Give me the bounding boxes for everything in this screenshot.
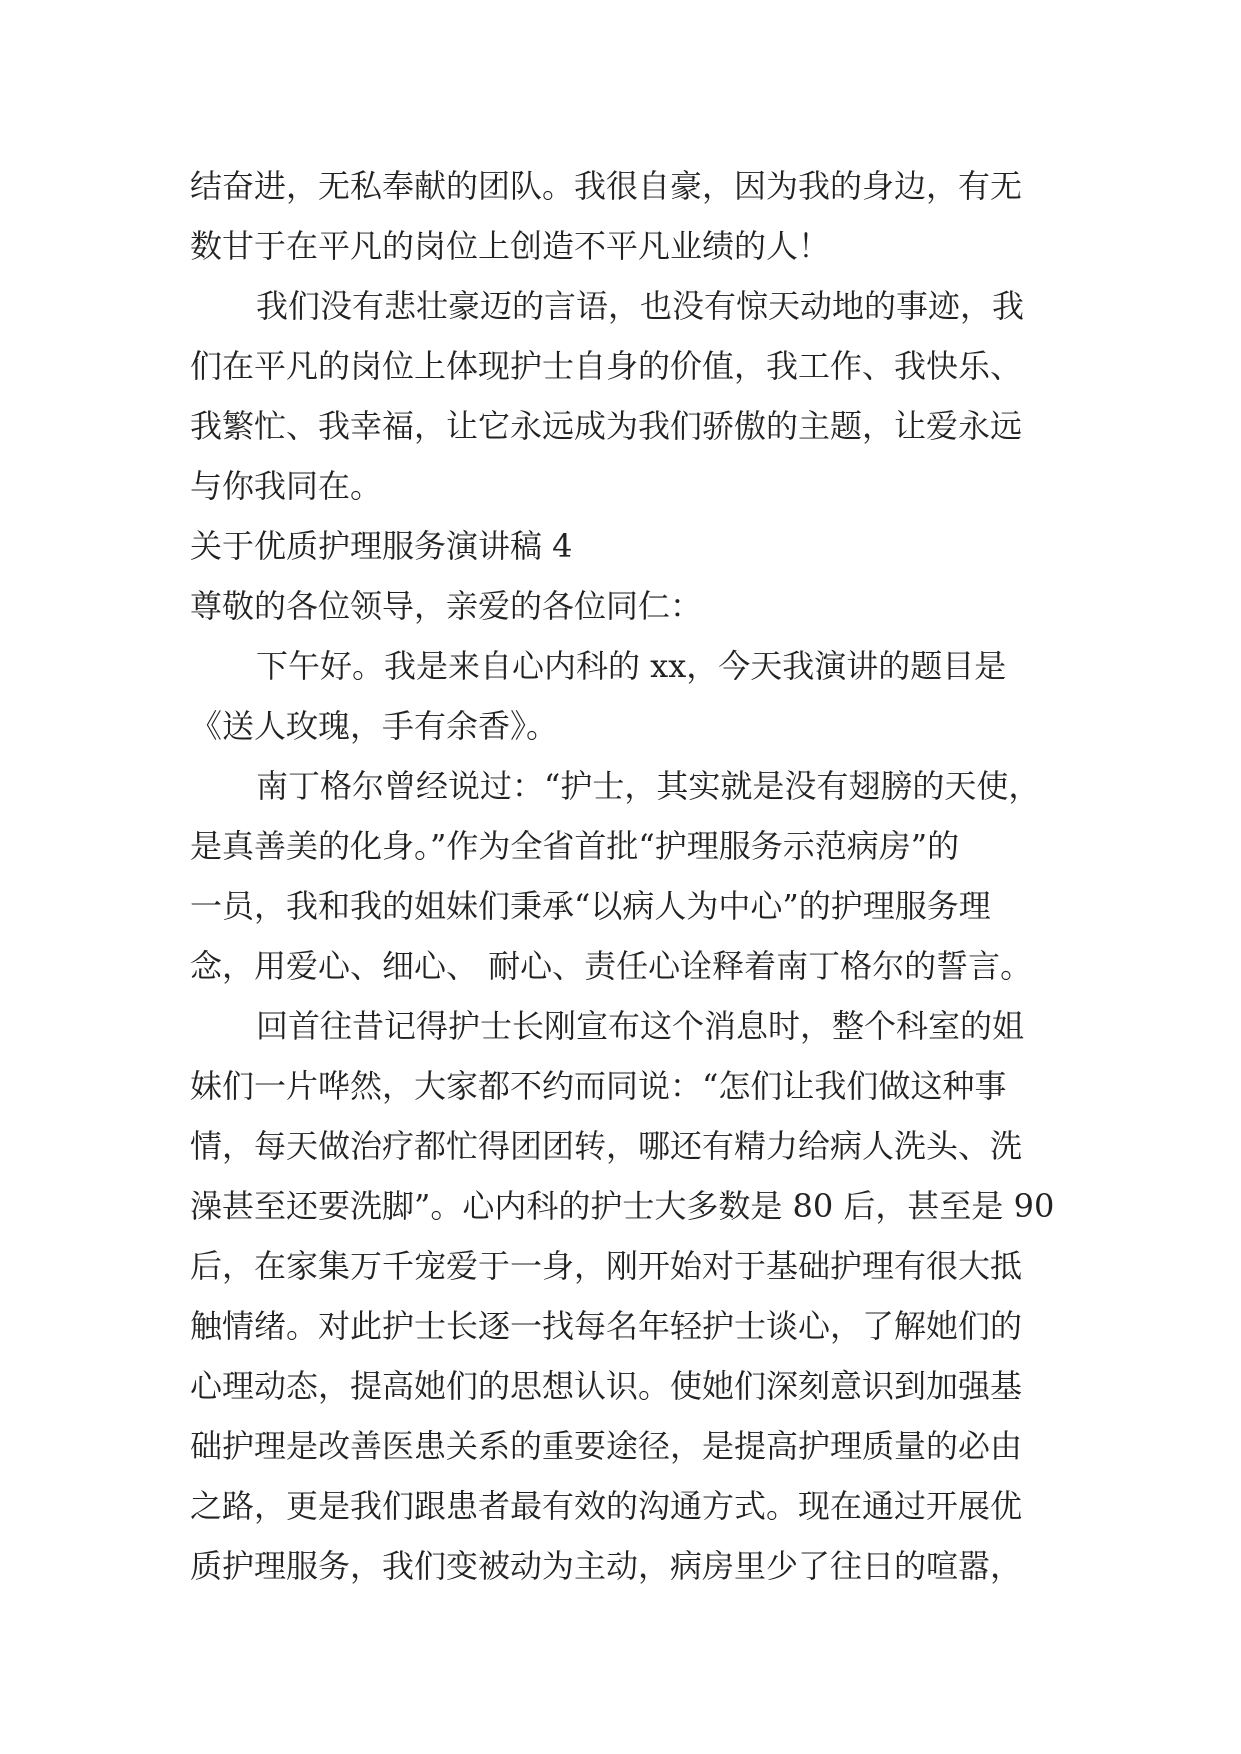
paragraph-line: 结奋进，无私奉献的团队。我很自豪，因为我的身边，有无 xyxy=(190,167,1023,205)
paragraph-line: 下午好。我是来自心内科的 xx，今天我演讲的题目是 xyxy=(256,647,1007,685)
paragraph-line: 我繁忙、我幸福，让它永远成为我们骄傲的主题，让爱永远 xyxy=(190,407,1023,445)
paragraph-line: 数甘于在平凡的岗位上创造不平凡业绩的人！ xyxy=(190,227,831,265)
paragraph-line: 一员，我和我的姐妹们秉承“以病人为中心”的护理服务理 xyxy=(190,887,991,925)
paragraph-line: 之路，更是我们跟患者最有效的沟通方式。现在通过开展优 xyxy=(190,1487,1023,1525)
paragraph-line: 与你我同在。 xyxy=(190,467,383,505)
paragraph-line: 是真善美的化身。”作为全省首批“护理服务示范病房”的 xyxy=(190,827,960,865)
paragraph-line: 我们没有悲壮豪迈的言语，也没有惊天动地的事迹，我 xyxy=(256,287,1025,325)
paragraph-line: 后，在家集万千宠爱于一身，刚开始对于基础护理有很大抵 xyxy=(190,1247,1023,1285)
paragraph-line: 心理动态，提高她们的思想认识。使她们深刻意识到加强基 xyxy=(190,1367,1023,1405)
paragraph-line: 质护理服务，我们变被动为主动，病房里少了往日的喧嚣， xyxy=(190,1547,1023,1585)
salutation: 尊敬的各位领导，亲爱的各位同仁： xyxy=(190,587,703,625)
paragraph-line: 们在平凡的岗位上体现护士自身的价值，我工作、我快乐、 xyxy=(190,347,1023,385)
section-heading: 关于优质护理服务演讲稿 4 xyxy=(190,527,573,565)
paragraph-line: 念，用爱心、细心、 耐心、责任心诠释着南丁格尔的誓言。 xyxy=(190,947,1033,985)
paragraph-line: 础护理是改善医患关系的重要途径，是提高护理质量的必由 xyxy=(190,1427,1023,1465)
paragraph-line: 回首往昔记得护士长刚宣布这个消息时，整个科室的姐 xyxy=(256,1007,1025,1045)
paragraph-line: 澡甚至还要洗脚”。心内科的护士大多数是 80 后，甚至是 90 xyxy=(190,1187,1055,1225)
paragraph-line: 妹们一片哗然，大家都不约而同说：“怎们让我们做这种事 xyxy=(190,1067,1007,1105)
paragraph-line: 触情绪。对此护士长逐一找每名年轻护士谈心，了解她们的 xyxy=(190,1307,1023,1345)
paragraph-line: 《送人玫瑰，手有余香》。 xyxy=(190,707,559,745)
paragraph-line: 情，每天做治疗都忙得团团转，哪还有精力给病人洗头、洗 xyxy=(190,1127,1023,1165)
paragraph-line: 南丁格尔曾经说过：“护士，其实就是没有翅膀的天使， xyxy=(256,767,1041,805)
